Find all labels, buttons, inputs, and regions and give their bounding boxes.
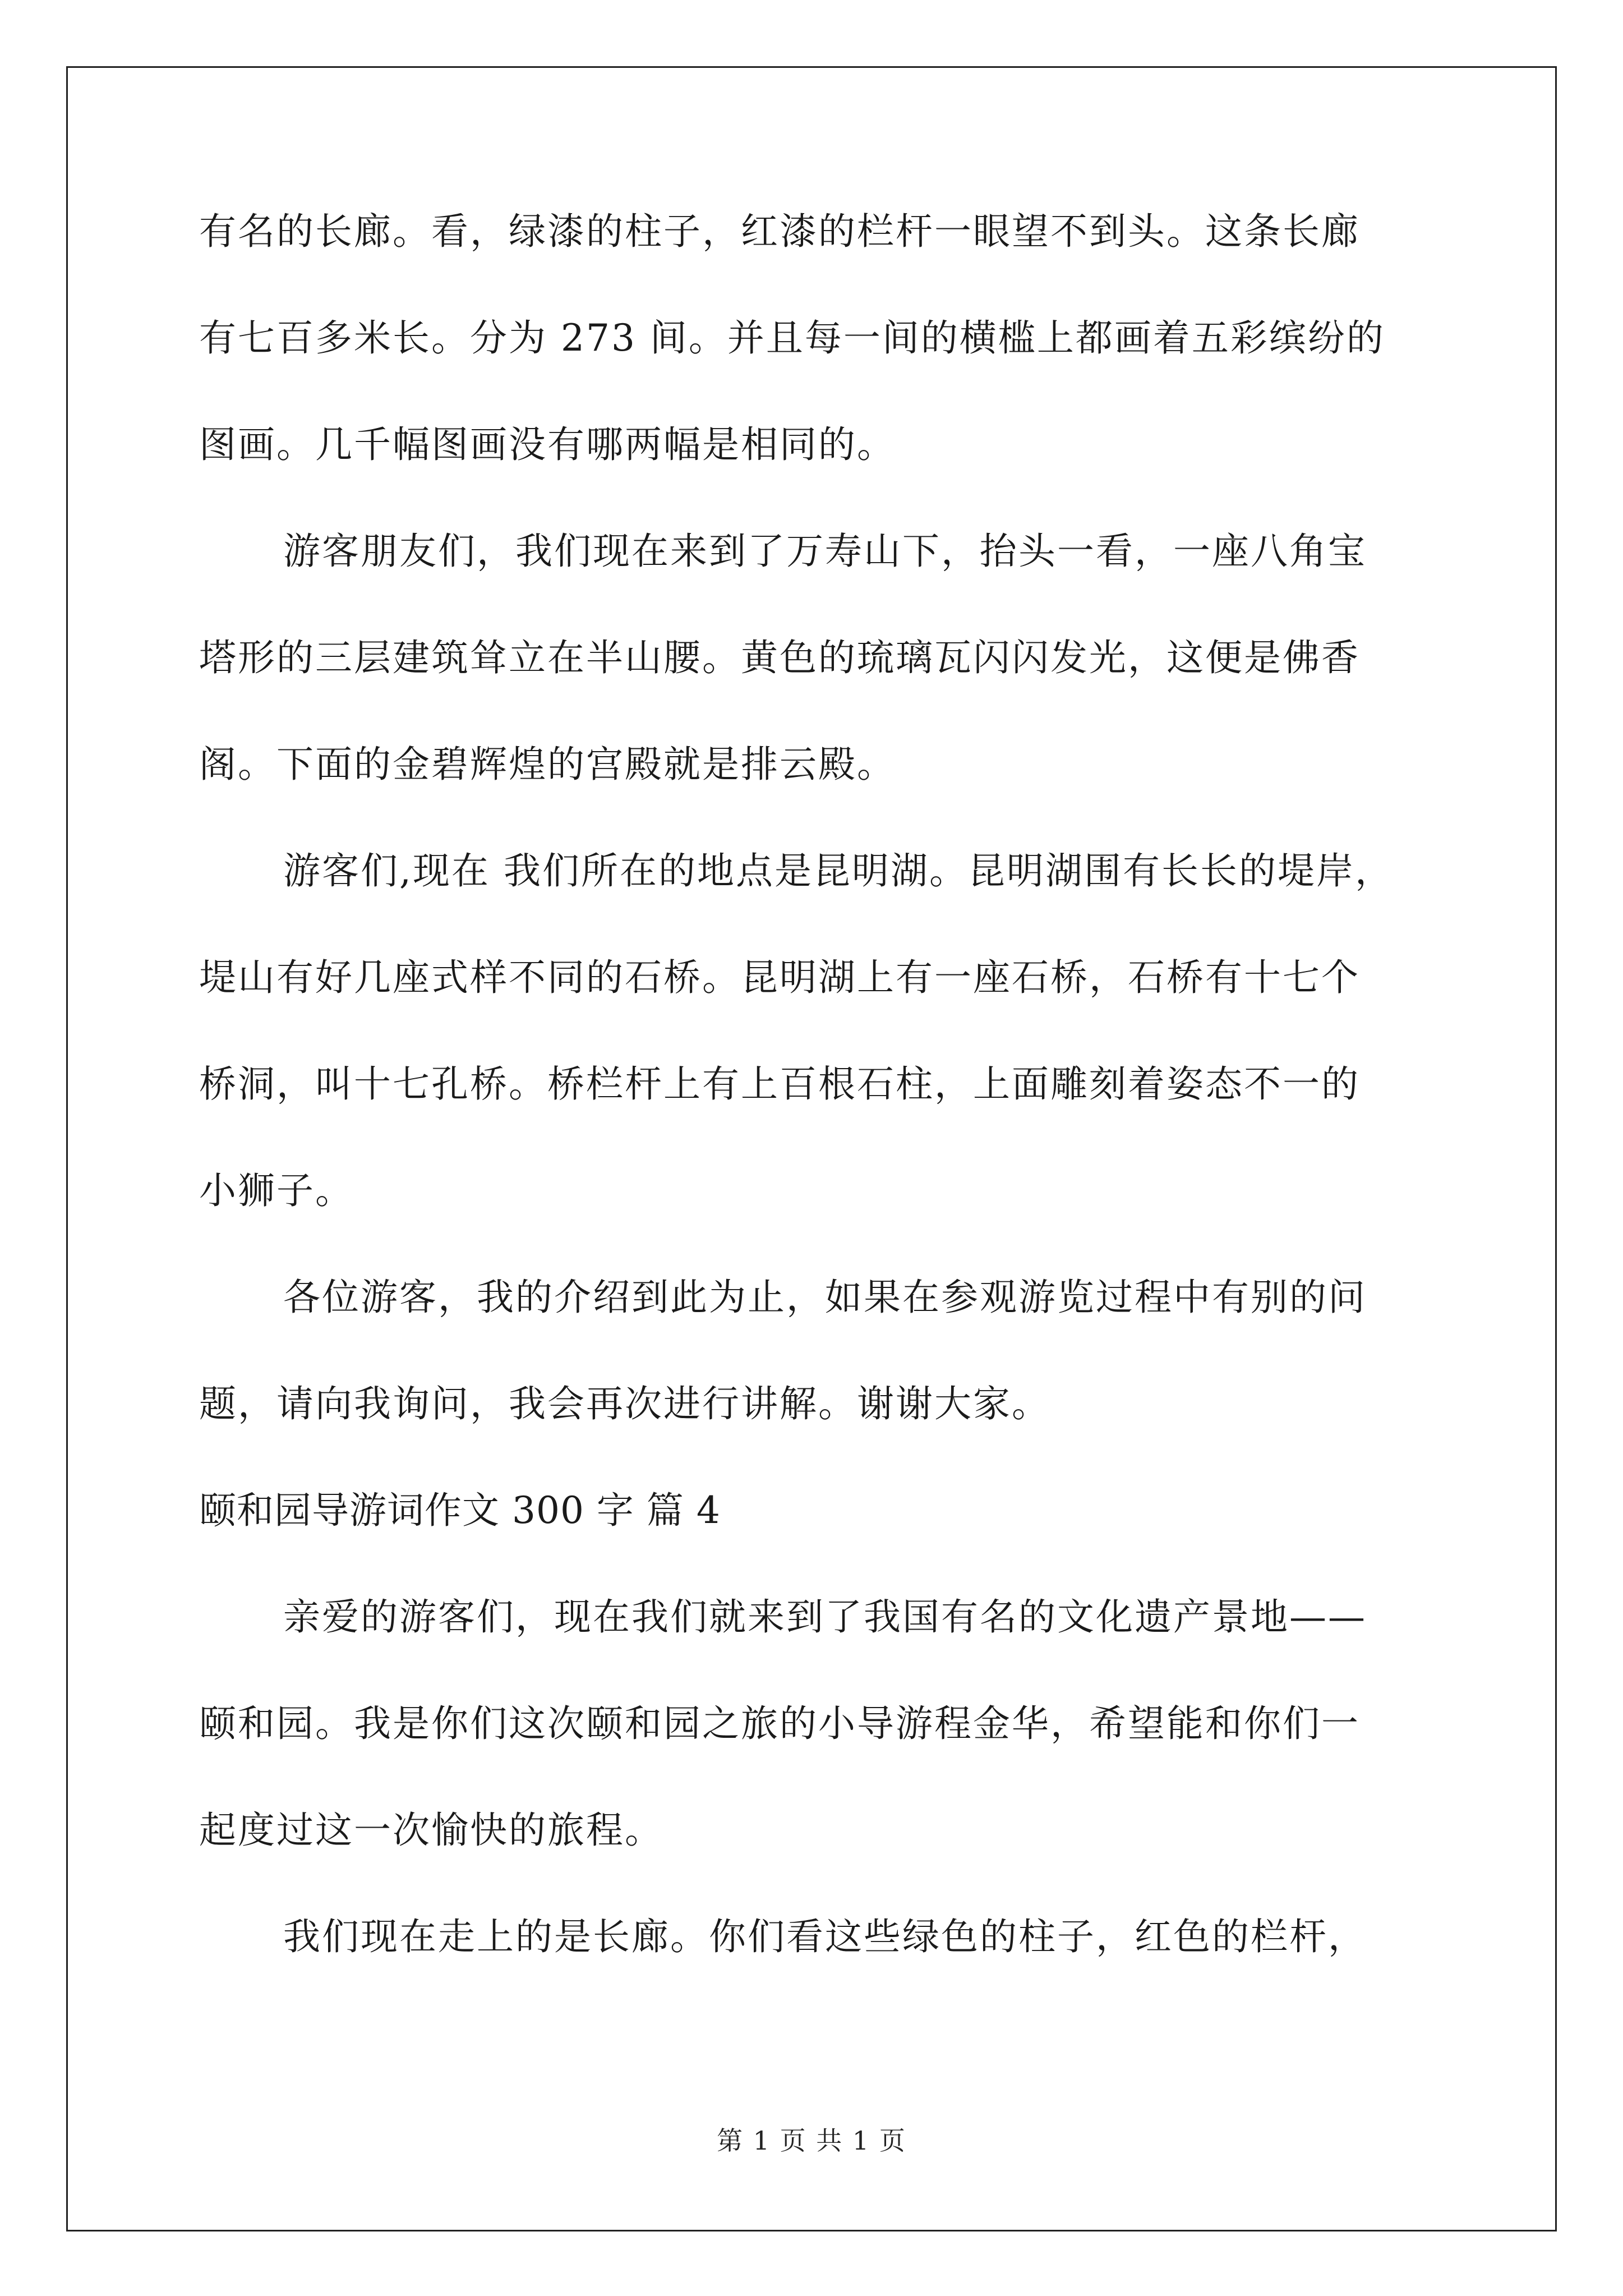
text-line-14: 亲爱的游客们，现在我们就来到了我国有名的文化遗产景地—— (283, 1595, 1367, 1639)
page-footer: 第 1 页 共 1 页 (717, 2125, 906, 2156)
text-line-3: 图画。几千幅图画没有哪两幅是相同的。 (199, 423, 896, 466)
text-line-12: 题，请向我询问，我会再次进行讲解。谢谢大家。 (199, 1382, 1050, 1425)
text-line-8: 堤山有好几座式样不同的石桥。昆明湖上有一座石桥，石桥有十七个 (199, 956, 1360, 999)
text-line-1: 有名的长廊。看，绿漆的柱子，红漆的栏杆一眼望不到头。这条长廊 (199, 210, 1360, 253)
text-line-2: 有七百多米长。分为 273 间。并且每一间的横槛上都画着五彩缤纷的 (199, 316, 1385, 360)
text-line-15: 颐和园。我是你们这次颐和园之旅的小导游程金华，希望能和你们一 (199, 1702, 1360, 1745)
text-line-7: 游客们,现在 我们所在的地点是昆明湖。昆明湖围有长长的堤岸， (283, 849, 1394, 892)
text-line-5: 塔形的三层建筑耸立在半山腰。黄色的琉璃瓦闪闪发光，这便是佛香 (199, 636, 1360, 679)
text-line-6: 阁。下面的金碧辉煌的宫殿就是排云殿。 (199, 743, 896, 786)
text-line-16: 起度过这一次愉快的旅程。 (199, 1809, 663, 1852)
text-line-9: 桥洞，叫十七孔桥。桥栏杆上有上百根石柱，上面雕刻着姿态不一的 (199, 1062, 1360, 1106)
text-line-4: 游客朋友们，我们现在来到了万寿山下，抬头一看，一座八角宝 (283, 530, 1367, 573)
text-line-17: 我们现在走上的是长廊。你们看这些绿色的柱子，红色的栏杆， (283, 1915, 1367, 1958)
text-line-11: 各位游客，我的介绍到此为止，如果在参观游览过程中有别的问 (283, 1276, 1367, 1319)
text-line-10: 小狮子。 (199, 1169, 354, 1212)
section-heading: 颐和园导游词作文 300 字 篇 4 (199, 1489, 721, 1532)
document-body (199, 210, 1433, 2025)
